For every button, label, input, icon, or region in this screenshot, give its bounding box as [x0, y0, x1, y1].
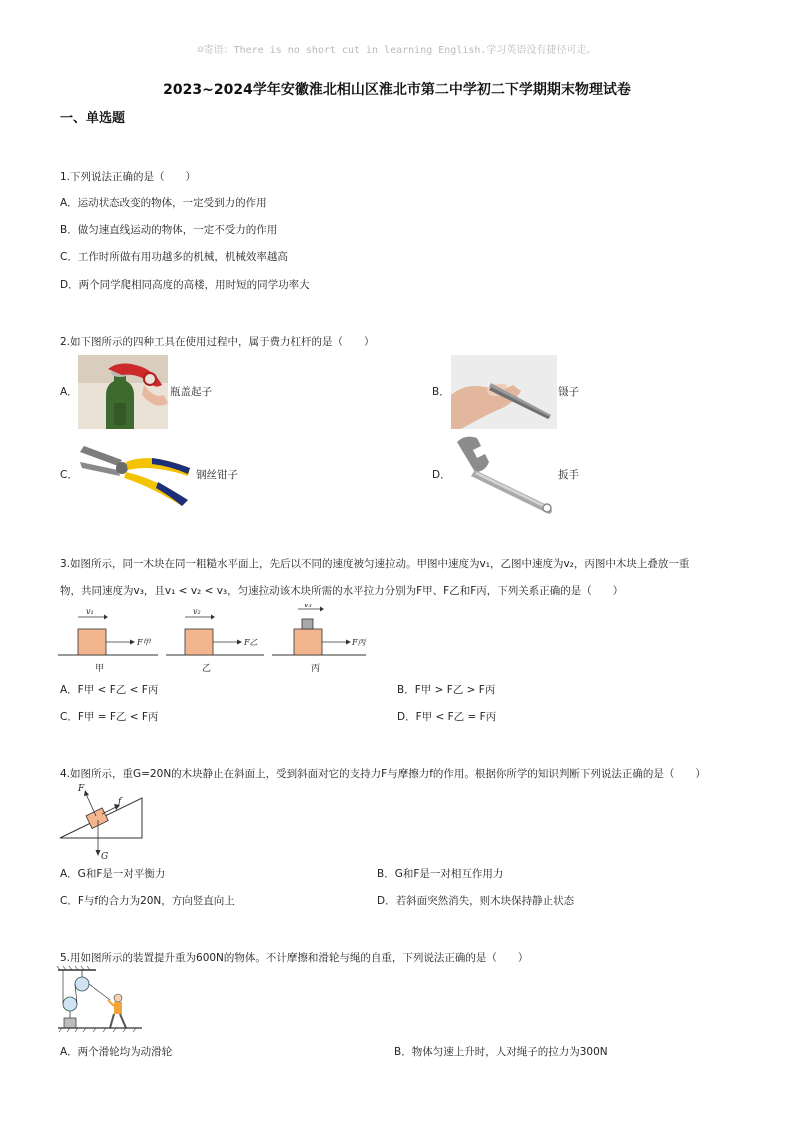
- q2-option-c-letter[interactable]: C．: [60, 469, 78, 481]
- q3-block-diagram: [58, 604, 368, 676]
- wrench-image: [451, 432, 557, 516]
- q1-option-b[interactable]: B．做匀速直线运动的物体，一定不受力的作用: [60, 224, 278, 236]
- q3-option-a[interactable]: A．F甲 < F乙 < F丙: [60, 684, 159, 696]
- q3-stem-line2: 物，共同速度为v₃，且v₁ < v₂ < v₃，匀速拉动该木块所需的水平拉力分别为F甲、F乙和F丙，下列关系正确的是（ ）: [60, 585, 624, 597]
- pliers-image: [78, 438, 194, 514]
- q5-option-a[interactable]: A．两个滑轮均为动滑轮: [60, 1046, 173, 1058]
- f2-label: F乙: [244, 638, 258, 647]
- v2-label: v₂: [193, 607, 201, 616]
- caption-jia: 甲: [95, 664, 105, 674]
- q3-option-d[interactable]: D．F甲 < F乙 = F丙: [397, 711, 497, 723]
- q1-stem: 1.下列说法正确的是（ ）: [60, 171, 197, 183]
- q4-option-b[interactable]: B．G和F是一对相互作用力: [377, 868, 504, 880]
- q2-option-a-label: 瓶盖起子: [170, 386, 212, 398]
- q4-option-d[interactable]: D．若斜面突然消失，则木块保持静止状态: [377, 895, 575, 907]
- q2-option-d-letter[interactable]: D．: [432, 469, 451, 481]
- q2-option-b-label: 镊子: [558, 386, 579, 398]
- q2-option-a-letter[interactable]: A．: [60, 386, 78, 398]
- q2-option-d-label: 扳手: [558, 469, 579, 481]
- friction-label: f: [118, 797, 122, 807]
- q1-option-a[interactable]: A．运动状态改变的物体，一定受到力的作用: [60, 197, 267, 209]
- q1-option-d[interactable]: D．两个同学爬相同高度的高楼，用时短的同学功率大: [60, 279, 310, 291]
- q5-pulley-diagram: [56, 966, 144, 1036]
- watermark: ☺寄语：There is no short cut in learning English.学习英语没有捷径可走。: [197, 45, 597, 56]
- tweezers-image: [451, 355, 557, 429]
- q3-option-c[interactable]: C．F甲 = F乙 < F丙: [60, 711, 159, 723]
- q3-option-b[interactable]: B．F甲 > F乙 > F丙: [397, 684, 496, 696]
- section-heading: 一、单选题: [60, 111, 126, 126]
- gravity-label: G: [101, 852, 109, 862]
- q5-stem: 5.用如图所示的装置提升重为600N的物体。不计摩擦和滑轮与绳的自重，下列说法正确的是（ ）: [60, 952, 529, 964]
- support-force-label: F: [78, 784, 85, 794]
- caption-bing: 丙: [311, 664, 321, 674]
- q2-stem: 2.如下图所示的四种工具在使用过程中，属于费力杠杆的是（ ）: [60, 336, 375, 348]
- q3-stem-line1: 3.如图所示，同一木块在同一粗糙水平面上，先后以不同的速度被匀速拉动。甲图中速度为v₁，乙图中速度为v₂，丙图中木块上叠放一重: [60, 558, 690, 570]
- q5-option-b[interactable]: B．物体匀速上升时，人对绳子的拉力为300N: [394, 1046, 608, 1058]
- v3-label: v₃: [304, 604, 312, 609]
- q4-stem: 4.如图所示，重G=20N的木块静止在斜面上，受到斜面对它的支持力F与摩擦力f的作用。根据你所学的知识判断下列说法正确的是（ ）: [60, 768, 706, 780]
- caption-yi: 乙: [202, 664, 212, 674]
- q4-incline-diagram: [58, 782, 154, 862]
- q2-option-b-letter[interactable]: B．: [432, 386, 450, 398]
- q2-option-c-label: 钢丝钳子: [196, 469, 238, 481]
- q4-option-c[interactable]: C．F与f的合力为20N，方向竖直向上: [60, 895, 235, 907]
- f1-label: F甲: [137, 638, 151, 647]
- q4-option-a[interactable]: A．G和F是一对平衡力: [60, 868, 166, 880]
- f3-label: F丙: [352, 638, 366, 647]
- bottle-opener-image: [78, 355, 168, 429]
- page-title: 2023~2024学年安徽淮北相山区淮北市第二中学初二下学期期末物理试卷: [163, 82, 631, 98]
- q1-option-c[interactable]: C．工作时所做有用功越多的机械，机械效率越高: [60, 251, 288, 263]
- v1-label: v₁: [86, 607, 94, 616]
